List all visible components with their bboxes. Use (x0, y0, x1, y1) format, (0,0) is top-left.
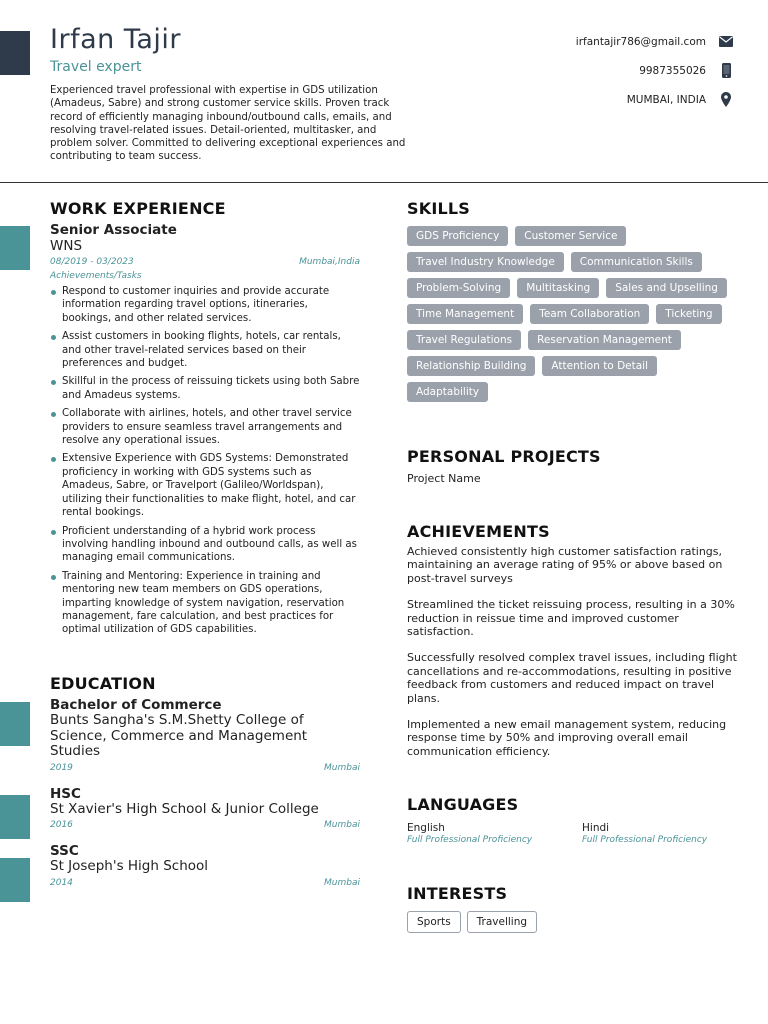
education-location: Mumbai (324, 820, 360, 830)
header-divider (0, 182, 768, 183)
skills-heading: SKILLS (407, 199, 470, 218)
languages-section (407, 795, 757, 845)
candidate-name: Irfan Tajir (50, 24, 181, 55)
education-year: 2019 (50, 762, 73, 773)
job-dates: 08/2019 - 03/2023 (50, 257, 134, 267)
education-section (50, 674, 360, 888)
achievement-item: Implemented a new email management system, reducing response time by 50% and improving overall email communication efficiency. (407, 718, 727, 758)
education-year: 2016 (50, 820, 73, 830)
education-school: Bunts Sangha's S.M.Shetty College of Science, Commerce and Management Studies (50, 712, 308, 759)
education-accent-bar-3 (0, 858, 30, 902)
work-experience-heading: WORK EXPERIENCE (50, 199, 226, 218)
achievements-tasks-label: Achievements/Tasks (50, 271, 142, 281)
skill-tag: Sales and Upselling (606, 278, 727, 298)
job-location: Mumbai,India (299, 257, 360, 267)
education-meta (50, 763, 360, 773)
education-accent-bar-2 (0, 795, 30, 839)
list-item: Extensive Experience with GDS Systems: Demonstrated proficiency in working with GDS systems such as Amadeus, Sabre, or Travelport (Galileo/Worldspan), utilizing their functionalities to make flight, hotel, and car rental bookings. (50, 452, 360, 519)
education-degree: SSC (50, 843, 79, 859)
email-text[interactable]: irfantajir786@gmail.com (575, 35, 706, 48)
achievements-section (407, 522, 737, 771)
education-degree: HSC (50, 785, 81, 802)
interests-list (407, 911, 737, 933)
skill-tag: Relationship Building (407, 356, 535, 376)
contact-phone[interactable] (576, 56, 734, 85)
education-school: St Joseph's High School (50, 858, 209, 874)
list-item: Proficient understanding of a hybrid work process involving handling inbound and outbound calls, as well as managing email communications. (50, 525, 360, 565)
education-school: St Xavier's High School & Junior College (50, 800, 319, 817)
phone-text[interactable]: 9987355026 (639, 64, 706, 77)
list-item: Training and Mentoring: Experience in training and mentoring new team members on GDS operations, imparting knowledge of system navigation, reservation management, fare calculation, and best practices for optimal utilization of GDS capabilities. (50, 570, 360, 637)
work-experience-section (50, 199, 360, 637)
languages-heading: LANGUAGES (407, 795, 519, 814)
education-heading: EDUCATION (50, 674, 156, 693)
education-item-1 (50, 697, 360, 773)
achievement-item: Streamlined the ticket reissuing process, resulting in a 30% reduction in reissue time and improved customer satisfaction. (407, 598, 735, 639)
skill-tag: Attention to Detail (542, 356, 657, 376)
language-item (582, 822, 757, 845)
right-column (407, 199, 737, 402)
job-bullets (50, 285, 360, 637)
left-column (50, 199, 360, 642)
work-accent-bar (0, 226, 30, 270)
skills-list (407, 226, 737, 402)
education-year: 2014 (50, 877, 73, 888)
language-name: English (407, 822, 445, 834)
skill-tag: Communication Skills (571, 252, 702, 272)
company-name: WNS (50, 238, 83, 254)
achievement-item: Achieved consistently high customer satisfaction ratings, maintaining an average rating of 95% or above based on post-travel surveys (407, 545, 723, 585)
education-accent-bar-1 (0, 702, 30, 746)
skill-tag: Reservation Management (528, 330, 681, 350)
education-meta (50, 820, 360, 830)
candidate-title: Travel expert (50, 59, 142, 75)
contact-location (576, 85, 734, 114)
skill-tag: Travel Regulations (407, 330, 521, 350)
skill-tag: Time Management (407, 304, 523, 324)
education-location: Mumbai (324, 877, 360, 888)
achievement-item: Successfully resolved complex travel issues, including flight cancellations and re-accommodations, resulting in positive feedback from customers and reduced impact on travel plans. (407, 651, 737, 705)
map-pin-icon (718, 92, 734, 107)
language-item (407, 822, 582, 845)
skill-tag: GDS Proficiency (407, 226, 508, 246)
list-item: Assist customers in booking flights, hotels, car rentals, and other travel-related services based on their preferences and budget. (50, 330, 360, 370)
education-location: Mumbai (324, 762, 360, 773)
personal-projects-section (407, 447, 737, 485)
list-item: Collaborate with airlines, hotels, and other travel service providers to ensure seamless travel arrangements and resolve any operational issues. (50, 407, 360, 447)
skill-tag: Multitasking (517, 278, 599, 298)
header-accent-bar (0, 31, 30, 75)
skill-tag: Customer Service (515, 226, 626, 246)
interests-section (407, 884, 737, 933)
project-name: Project Name (407, 472, 481, 485)
skill-tag: Ticketing (656, 304, 721, 324)
language-name: Hindi (582, 822, 610, 834)
education-item-3 (50, 843, 360, 888)
language-level: Full Professional Proficiency (407, 835, 533, 845)
contact-block (576, 27, 734, 114)
location-text: MUMBAI, INDIA (626, 93, 706, 106)
skills-section (407, 199, 737, 402)
language-level: Full Professional Proficiency (582, 835, 708, 845)
languages-list (407, 822, 757, 845)
list-item: Skillful in the process of reissuing tickets using both Sabre and Amadeus systems. (50, 375, 360, 402)
skill-tag: Problem-Solving (407, 278, 510, 298)
personal-projects-heading: PERSONAL PROJECTS (407, 447, 601, 466)
education-item-2 (50, 786, 360, 831)
list-item: Respond to customer inquiries and provide accurate information regarding travel options, itineraries, bookings, and other related services. (50, 285, 360, 325)
interests-heading: INTERESTS (407, 884, 508, 903)
skill-tag: Team Collaboration (530, 304, 649, 324)
interest-tag: Travelling (467, 911, 537, 933)
skill-tag: Travel Industry Knowledge (407, 252, 564, 272)
job-title: Senior Associate (50, 222, 177, 238)
achievements-heading: ACHIEVEMENTS (407, 522, 550, 541)
mobile-phone-icon (718, 63, 734, 78)
profile-summary: Experienced travel professional with expertise in GDS utilization (Amadeus, Sabre) and strong customer service skills. Proven track record of efficiently managing inbound/outbound calls, emails, and resolving travel-related issues. Detail-oriented, multitasker, and problem solver. Committed to delivering exceptional experiences and contributing to team success. (50, 85, 406, 163)
interest-tag: Sports (407, 911, 461, 933)
job-meta (50, 257, 360, 267)
envelope-icon (718, 36, 734, 47)
education-meta (50, 878, 360, 888)
education-degree: Bachelor of Commerce (50, 697, 222, 713)
skill-tag: Adaptability (407, 382, 488, 402)
contact-email[interactable] (576, 27, 734, 56)
